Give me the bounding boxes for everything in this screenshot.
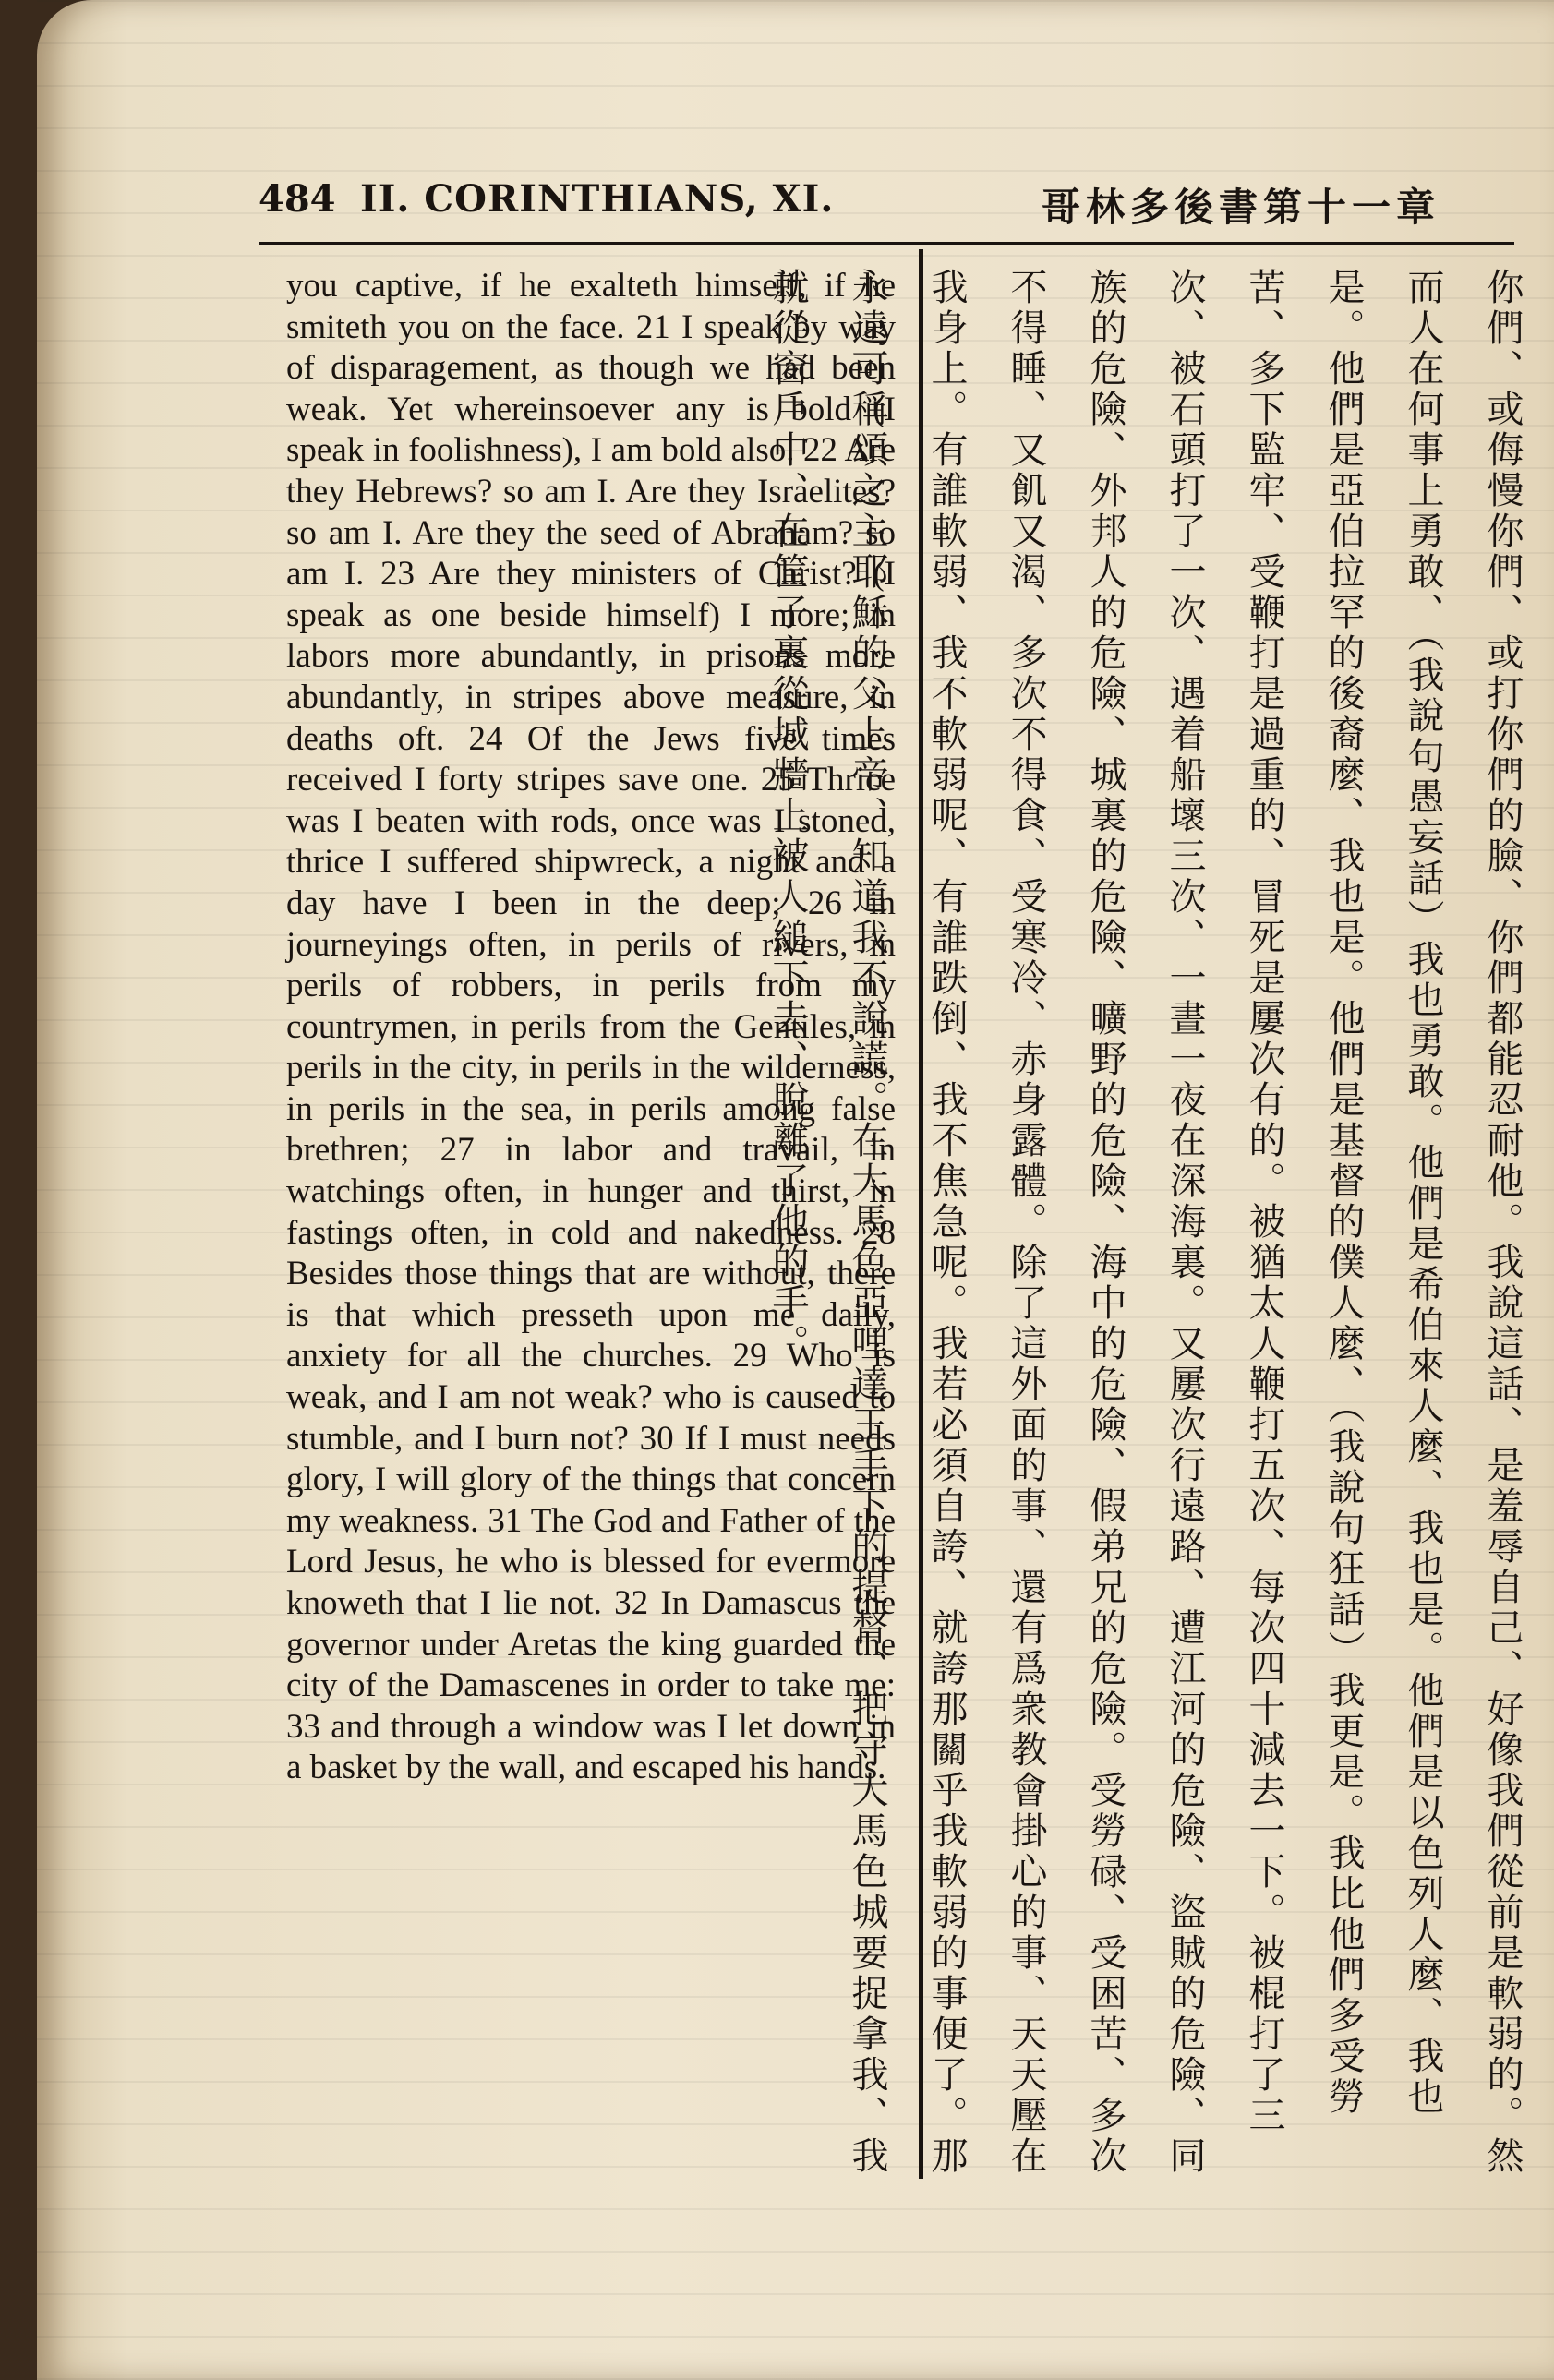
header-rule <box>259 242 1514 245</box>
book-chapter-title: II. CORINTHIANS, XI. <box>360 177 835 221</box>
chinese-passage: 你們、或侮慢你們、或打你們的臉、你們都能忍耐他。我說這話、是羞辱自己、好像我們從前是軟弱的。然而人在何事上勇敢、（我說句愚妄話）我也勇敢。他們是希伯來人麼、我也是。他們是以色列人麼、我也是。他們是亞伯拉罕的後裔麼、我也是。他們是基督的僕人麼、（我說句狂話）我更是。我比他們多受勞苦、多下監牢、受鞭打是過重的、冒死是屢次有的。被猶太人鞭打五次、每次四十減去一下。被棍打了三次、被石頭打了一次、遇着船壞三次、一晝一夜在深海裏。又屢次行遠路、遭江河的危險、盜賊的危險、同族的危險、外邦人的危險、城裏的危險、曠野的危險、海中的危險、假弟兄的危險。受勞碌、受困苦、多次不得睡、又飢又渴、多次不得食、受寒冷、赤身露體。除了這外面的事、還有爲衆教會掛心的事、天天壓在我身上。有誰軟弱、我不軟弱呢、有誰跌倒、我不焦急呢。我若必須自誇、就誇那關乎我軟弱的事便了。那永遠可稱頌之主耶穌的父上帝、知道我不說謊。在大馬色亞哩達王手下的提督、把守大馬色城要捉拿我、我就從窗戶中、在筐子裏從城牆上被人縋下去、脫離了他的手。 <box>766 268 1524 2177</box>
english-passage: you captive, if he exalteth himself, if he smiteth you on the face. 21 I speak by way of disparagement, as though we had been weak. Yet whereinsoever any is bold (I speak in foolishness), I am bold also. 22 Are they Hebrews? so am I. Are they Israelites? so am I. Are they the seed of Abraham? so am I. 23 Are they ministers of Christ? (I speak as one beside himself) I more; in labors more abundantly, in prisons more abundantly, in stripes above measure, in deaths oft. 24 Of the Jews five times received I forty stripes save one. 25 Thrice was I beaten with rods, once was I stoned, thrice I suffered shipwreck, a night and a day have I been in the deep; 26 in journeyings often, in perils of rivers, in perils of robbers, in perils from my countrymen, in perils from the Gentiles, in perils in the city, in perils in the wilderness, in perils in the sea, in perils among false brethren; 27 in labor and travail, in watchings often, in hunger and thirst, in fastings often, in cold and nakedness. 28 Besides those things that are without, there is that which presseth upon me daily, anxiety for all the churches. 29 Who is weak, and I am not weak? who is caused to stumble, and I burn not? 30 If I must needs glory, I will glory of the things that concern my weakness. 31 The God and Father of the Lord Jesus, he who is blessed for evermore knoweth that I lie not. 32 In Damascus the governor under Aretas the king guarded the city of the Damascenes in order to take me: 33 and through a window was I let down in a basket by the wall, and escaped his hands. <box>286 267 896 1787</box>
book-page <box>37 0 1554 2380</box>
chinese-text-column <box>766 268 1542 2188</box>
page-number: 484 <box>259 177 336 221</box>
chinese-chapter-title: 哥林多後書第十一章 <box>1041 185 1440 230</box>
running-header <box>259 177 1514 233</box>
